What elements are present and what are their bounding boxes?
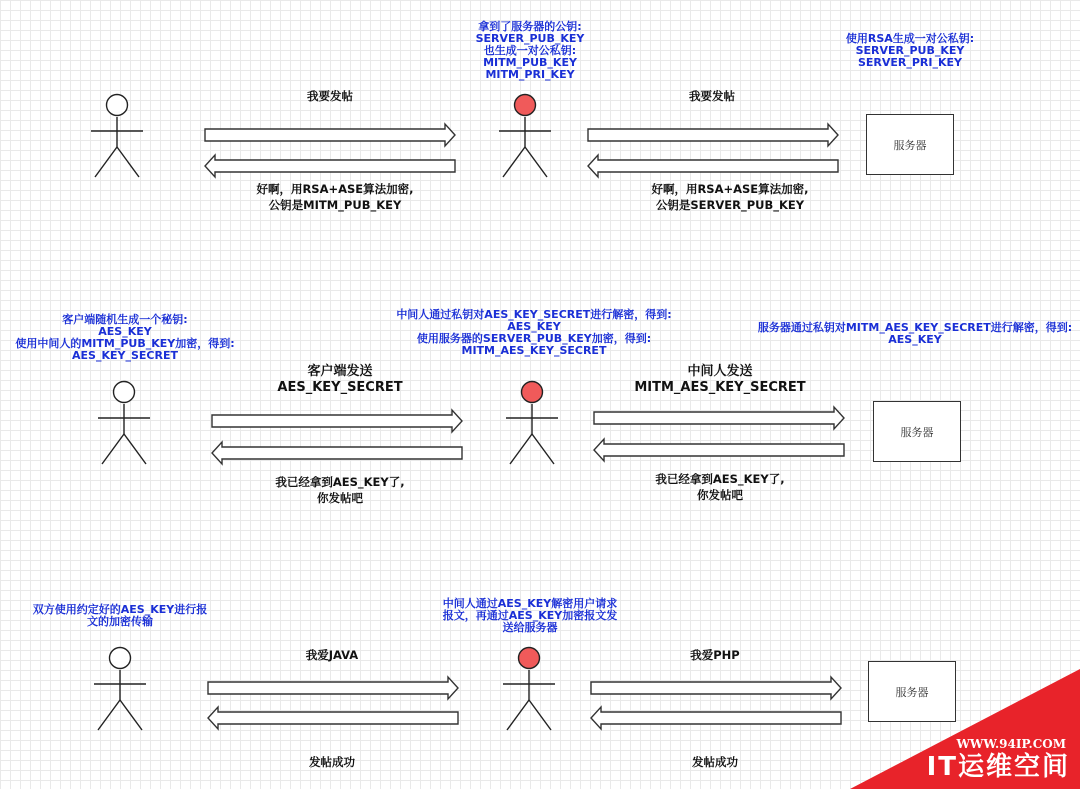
note-line: 中间人通过私钥对AES_KEY_SECRET进行解密，得到: — [396, 308, 672, 321]
mitm-actor-3 — [503, 648, 555, 731]
mitm-actor-1 — [499, 95, 551, 178]
arrow-mitm-to-client-3 — [208, 707, 458, 729]
watermark-title: IT运维空间 — [926, 752, 1070, 782]
note-line: MITM_PRI_KEY — [485, 68, 575, 81]
note-line: 也生成一对公私钥: — [483, 44, 577, 57]
mitm-head-icon — [519, 648, 540, 669]
client-head-icon — [110, 648, 131, 669]
mitm-head-icon — [522, 382, 543, 403]
note-line: 送给服务器 — [502, 621, 558, 634]
client-actor-3 — [94, 648, 146, 731]
client-head-icon — [114, 382, 135, 403]
note-line: AES_KEY_SECRET — [72, 349, 178, 362]
request-line: AES_KEY_SECRET — [277, 380, 403, 395]
right-request-label-1: 我要发帖 — [689, 89, 735, 103]
mitm-note-1 — [445, 21, 615, 81]
response-line: 你发帖吧 — [697, 488, 743, 502]
response-line: 好啊，用RSA+ASE算法加密, — [651, 182, 809, 196]
note-line: SERVER_PRI_KEY — [857, 56, 963, 69]
response-line: 我已经拿到AES_KEY了, — [655, 472, 785, 486]
server-box-2 — [873, 401, 961, 462]
arrow-server-to-mitm-3 — [591, 707, 841, 729]
response-line: 我已经拿到AES_KEY了, — [275, 475, 405, 489]
arrow-client-to-mitm-1 — [205, 124, 455, 146]
right-response-label-1 — [612, 181, 848, 213]
server-box-1 — [866, 114, 954, 175]
client-actor-2 — [98, 382, 150, 465]
right-response-label-3: 发帖成功 — [692, 755, 738, 769]
mitm-actor-2 — [506, 382, 558, 465]
arrow-mitm-to-server-2 — [594, 407, 844, 429]
left-request-label-1: 我要发帖 — [307, 89, 353, 103]
arrow-client-to-mitm-3 — [208, 677, 458, 699]
left-response-label-1 — [230, 181, 440, 213]
arrow-mitm-to-client-1 — [205, 155, 455, 177]
server-label: 服务器 — [895, 685, 929, 699]
arrow-server-to-mitm-2 — [594, 439, 844, 461]
response-line: 好啊，用RSA+ASE算法加密, — [256, 182, 414, 196]
request-line: 中间人发送 — [687, 364, 753, 379]
note-line: 使用服务器的SERVER_PUB_KEY加密，得到: — [416, 332, 652, 345]
note-line: MITM_AES_KEY_SECRET — [461, 344, 607, 357]
left-request-label-3: 我爱JAVA — [305, 648, 359, 662]
response-line: 你发帖吧 — [317, 491, 363, 505]
request-line: MITM_AES_KEY_SECRET — [634, 380, 806, 395]
note-line: 使用中间人的MITM_PUB_KEY加密，得到: — [15, 337, 235, 350]
server-label: 服务器 — [893, 138, 927, 152]
arrow-server-to-mitm-1 — [588, 155, 838, 177]
arrow-mitm-to-server-3 — [591, 677, 841, 699]
right-request-label-2 — [630, 364, 810, 396]
left-response-label-3: 发帖成功 — [309, 755, 355, 769]
client-actor-1 — [91, 95, 143, 178]
note-line: 双方使用约定好的AES_KEY进行报 — [32, 603, 208, 616]
server-note-1 — [825, 33, 995, 69]
server-note-2 — [750, 322, 1080, 346]
client-head-icon — [107, 95, 128, 116]
note-line: 报文，再通过AES_KEY加密报文发 — [442, 609, 618, 622]
mitm-head-icon — [515, 95, 536, 116]
note-line: 拿到了服务器的公钥: — [478, 20, 582, 33]
note-line: SERVER_PUB_KEY — [855, 44, 965, 57]
note-line: AES_KEY — [507, 320, 561, 333]
response-line: 公钥是SERVER_PUB_KEY — [655, 198, 805, 212]
request-line: 客户端发送 — [307, 364, 373, 379]
note-line: AES_KEY — [888, 333, 942, 346]
server-label: 服务器 — [900, 425, 934, 439]
mitm-note-3 — [430, 598, 630, 634]
arrow-client-to-mitm-2 — [212, 410, 462, 432]
client-note-3 — [20, 604, 220, 628]
client-note-2 — [5, 314, 245, 362]
watermark-url: WWW.94IP.COM — [956, 737, 1066, 751]
note-line: 文的加密传输 — [87, 615, 153, 628]
note-line: SERVER_PUB_KEY — [475, 32, 585, 45]
note-line: 中间人通过AES_KEY解密用户请求 — [442, 597, 618, 610]
arrow-mitm-to-server-1 — [588, 124, 838, 146]
response-line: 公钥是MITM_PUB_KEY — [268, 198, 402, 212]
left-request-label-2 — [260, 364, 420, 396]
right-response-label-2 — [630, 471, 810, 503]
note-line: 使用RSA生成一对公私钥: — [845, 32, 975, 45]
note-line: MITM_PUB_KEY — [483, 56, 577, 69]
arrow-mitm-to-client-2 — [212, 442, 462, 464]
right-request-label-3: 我爱PHP — [690, 648, 740, 662]
note-line: AES_KEY — [98, 325, 152, 338]
note-line: 客户端随机生成一个秘钥: — [62, 313, 188, 326]
mitm-note-2 — [384, 309, 684, 357]
note-line: 服务器通过私钥对MITM_AES_KEY_SECRET进行解密，得到: — [757, 321, 1073, 334]
left-response-label-2 — [250, 474, 430, 506]
